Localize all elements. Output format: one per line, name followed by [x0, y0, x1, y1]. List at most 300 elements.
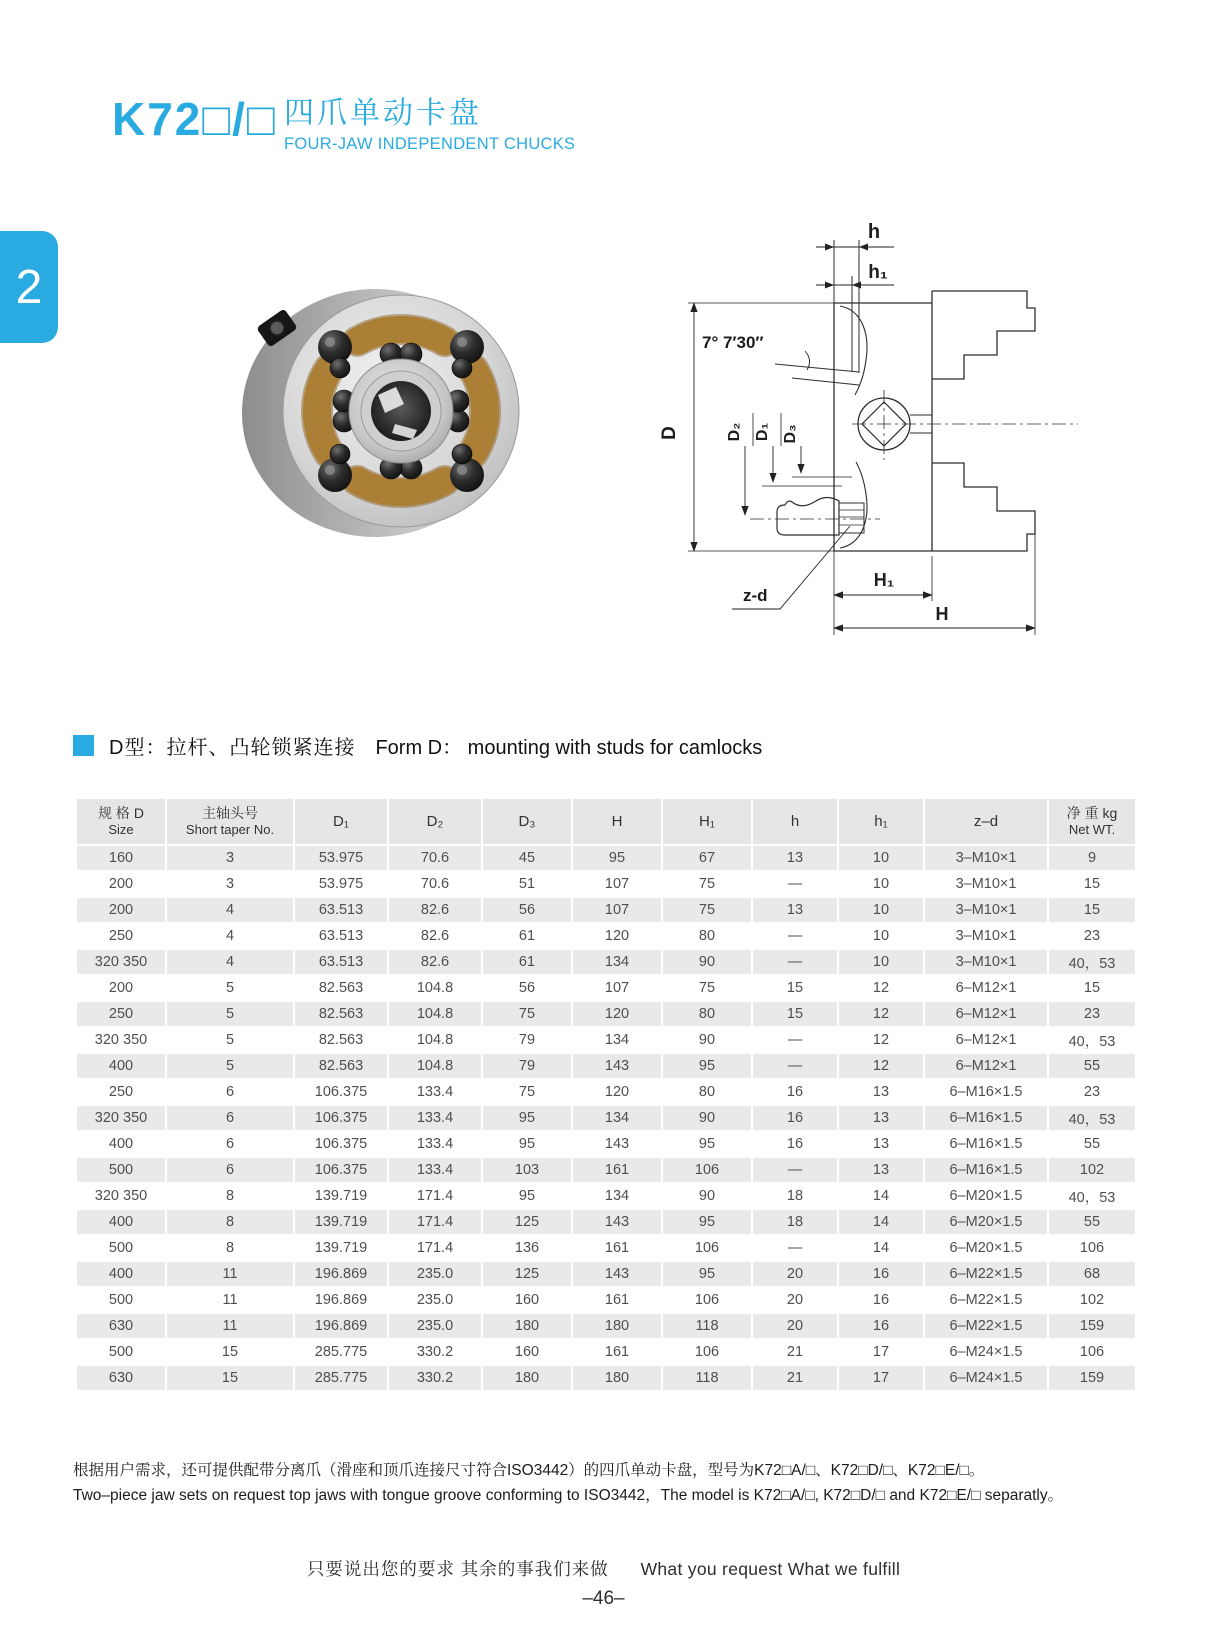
footer-slogan — [0, 1556, 1207, 1581]
table-cell: 320 350 — [76, 1183, 166, 1209]
table-cell: 3 — [166, 871, 294, 897]
table-cell: 400 — [76, 1261, 166, 1287]
table-cell: 250 — [76, 1079, 166, 1105]
table-row — [76, 1131, 1136, 1157]
table-cell: 125 — [482, 1209, 572, 1235]
table-cell: 16 — [752, 1079, 838, 1105]
table-cell: 40，53 — [1048, 1105, 1136, 1131]
table-cell: 63.513 — [294, 923, 388, 949]
table-cell: 75 — [482, 1079, 572, 1105]
table-cell: 15 — [752, 975, 838, 1001]
table-cell: 161 — [572, 1339, 662, 1365]
table-cell: 196.869 — [294, 1261, 388, 1287]
table-row — [76, 1339, 1136, 1365]
table-cell: 159 — [1048, 1313, 1136, 1339]
table-cell: 171.4 — [388, 1235, 482, 1261]
table-cell: 160 — [482, 1339, 572, 1365]
table-row — [76, 923, 1136, 949]
table-cell: 171.4 — [388, 1209, 482, 1235]
table-cell: 102 — [1048, 1157, 1136, 1183]
table-cell: 18 — [752, 1209, 838, 1235]
table-cell: 6–M12×1 — [924, 975, 1048, 1001]
table-cell: 95 — [662, 1131, 752, 1157]
table-cell: 18 — [752, 1183, 838, 1209]
table-cell: 143 — [572, 1261, 662, 1287]
table-cell: 250 — [76, 1001, 166, 1027]
table-cell: 171.4 — [388, 1183, 482, 1209]
table-cell: 90 — [662, 949, 752, 975]
section-bullet-icon — [73, 735, 94, 756]
table-cell: 82.563 — [294, 1027, 388, 1053]
table-cell: 8 — [166, 1235, 294, 1261]
table-cell: 106 — [662, 1287, 752, 1313]
column-header: D₃ — [482, 798, 572, 845]
table-cell: 16 — [838, 1261, 924, 1287]
table-cell: 196.869 — [294, 1313, 388, 1339]
table-cell: 68 — [1048, 1261, 1136, 1287]
table-cell: 400 — [76, 1131, 166, 1157]
table-cell: 104.8 — [388, 1001, 482, 1027]
table-cell: 6 — [166, 1131, 294, 1157]
table-cell: 180 — [482, 1313, 572, 1339]
table-row — [76, 1287, 1136, 1313]
table-row — [76, 1105, 1136, 1131]
table-cell: 106.375 — [294, 1157, 388, 1183]
table-cell: 196.869 — [294, 1287, 388, 1313]
chapter-tab — [0, 231, 58, 343]
table-cell: 11 — [166, 1313, 294, 1339]
section-title-en: Form D： mounting with studs for camlocks — [375, 737, 763, 759]
table-cell: 14 — [838, 1209, 924, 1235]
table-cell: 120 — [572, 1001, 662, 1027]
table-cell: 630 — [76, 1313, 166, 1339]
table-cell: 6 — [166, 1105, 294, 1131]
table-cell: 106.375 — [294, 1105, 388, 1131]
label-H: H — [935, 604, 949, 624]
table-row — [76, 871, 1136, 897]
table-cell: 6–M24×1.5 — [924, 1339, 1048, 1365]
footnote-zh: 根据用户需求，还可提供配带分离爪（滑座和顶爪连接尺寸符合ISO3442）的四爪单动卡盘，型号为K72□A/□、K72□D/□、K72□E/□。 — [73, 1462, 985, 1479]
table-cell: 6–M22×1.5 — [924, 1287, 1048, 1313]
table-cell: 160 — [76, 845, 166, 871]
page-title-en: FOUR-JAW INDEPENDENT CHUCKS — [284, 135, 576, 153]
footer-slogan-en: What you request What we fulfill — [640, 1559, 901, 1579]
table-row — [76, 1001, 1136, 1027]
table-cell: 330.2 — [388, 1339, 482, 1365]
table-cell: 143 — [572, 1209, 662, 1235]
label-angle: 7° 7′30″ — [702, 333, 764, 352]
table-row — [76, 975, 1136, 1001]
table-cell: 40，53 — [1048, 1027, 1136, 1053]
table-cell: 6 — [166, 1079, 294, 1105]
table-cell: 139.719 — [294, 1183, 388, 1209]
table-cell: 180 — [572, 1365, 662, 1391]
table-cell: 6–M20×1.5 — [924, 1235, 1048, 1261]
table-cell: 4 — [166, 923, 294, 949]
table-row — [76, 1235, 1136, 1261]
column-header: h — [752, 798, 838, 845]
table-cell: 11 — [166, 1261, 294, 1287]
table-row — [76, 1157, 1136, 1183]
table-cell: 20 — [752, 1287, 838, 1313]
label-D3: D₃ — [782, 424, 799, 444]
label-h: h — [867, 221, 881, 243]
table-cell: 14 — [838, 1235, 924, 1261]
table-cell: 15 — [166, 1365, 294, 1391]
table-cell: 75 — [662, 897, 752, 923]
table-row — [76, 1027, 1136, 1053]
table-cell: 6–M20×1.5 — [924, 1209, 1048, 1235]
table-row — [76, 845, 1136, 871]
chuck-section-outline — [775, 240, 1035, 551]
chuck-photo — [225, 266, 550, 551]
table-cell: 55 — [1048, 1131, 1136, 1157]
table-cell: 16 — [838, 1313, 924, 1339]
table-cell: 82.563 — [294, 1053, 388, 1079]
table-cell: 6–M22×1.5 — [924, 1261, 1048, 1287]
table-cell: 180 — [572, 1313, 662, 1339]
table-row — [76, 1079, 1136, 1105]
table-cell: 200 — [76, 871, 166, 897]
footnotes — [73, 1458, 1163, 1508]
table-cell: 40，53 — [1048, 1183, 1136, 1209]
table-cell: 82.563 — [294, 975, 388, 1001]
table-cell: 400 — [76, 1209, 166, 1235]
table-cell: 15 — [1048, 897, 1136, 923]
table-cell: 13 — [838, 1079, 924, 1105]
label-D: D — [659, 426, 680, 440]
table-cell: 11 — [166, 1287, 294, 1313]
table-cell: 63.513 — [294, 897, 388, 923]
table-cell: 5 — [166, 1001, 294, 1027]
table-cell: 159 — [1048, 1365, 1136, 1391]
table-cell: 10 — [838, 923, 924, 949]
table-cell: 70.6 — [388, 871, 482, 897]
table-cell: 107 — [572, 975, 662, 1001]
table-cell: 133.4 — [388, 1157, 482, 1183]
dimension-drawing-svg — [612, 188, 1090, 656]
section-title-zh: D型：拉杆、凸轮锁紧连接 — [109, 737, 356, 759]
table-cell: — — [752, 1053, 838, 1079]
table-cell: 13 — [838, 1131, 924, 1157]
table-cell: 6–M16×1.5 — [924, 1131, 1048, 1157]
table-cell: 95 — [662, 1053, 752, 1079]
table-cell: 56 — [482, 897, 572, 923]
label-D2: D₂ — [726, 422, 743, 442]
table-cell: 5 — [166, 975, 294, 1001]
table-cell: 134 — [572, 1027, 662, 1053]
table-cell: 12 — [838, 1001, 924, 1027]
table-cell: 10 — [838, 949, 924, 975]
column-header: H₁ — [662, 798, 752, 845]
table-cell: 95 — [482, 1183, 572, 1209]
table-cell: 107 — [572, 871, 662, 897]
table-cell: 82.6 — [388, 949, 482, 975]
table-cell: 75 — [482, 1001, 572, 1027]
dimension-arrows — [825, 244, 868, 289]
table-cell: 136 — [482, 1235, 572, 1261]
table-cell: 104.8 — [388, 975, 482, 1001]
column-header: D₁ — [294, 798, 388, 845]
table-cell: — — [752, 1235, 838, 1261]
table-cell: — — [752, 871, 838, 897]
table-cell: 90 — [662, 1183, 752, 1209]
model-code: K72□/□ — [112, 93, 277, 145]
table-cell: 161 — [572, 1287, 662, 1313]
spec-table — [75, 797, 1137, 1392]
table-row — [76, 1053, 1136, 1079]
table-cell: 6 — [166, 1157, 294, 1183]
column-header: 净 重 kg Net WT. — [1048, 798, 1136, 845]
table-cell: 250 — [76, 923, 166, 949]
table-cell: 95 — [482, 1105, 572, 1131]
table-cell: 75 — [662, 975, 752, 1001]
table-cell: 53.975 — [294, 871, 388, 897]
label-zd: z-d — [743, 586, 768, 605]
table-cell: 320 350 — [76, 1105, 166, 1131]
section-title — [73, 731, 762, 760]
table-cell: 90 — [662, 1027, 752, 1053]
table-cell: 6–M12×1 — [924, 1053, 1048, 1079]
table-cell: 143 — [572, 1131, 662, 1157]
table-cell: 15 — [752, 1001, 838, 1027]
table-cell: 45 — [482, 845, 572, 871]
table-cell: 106.375 — [294, 1079, 388, 1105]
table-cell: 320 350 — [76, 949, 166, 975]
table-cell: 3–M10×1 — [924, 923, 1048, 949]
table-cell: 134 — [572, 949, 662, 975]
centerlines — [750, 390, 1078, 519]
table-cell: 14 — [838, 1183, 924, 1209]
table-cell: 61 — [482, 949, 572, 975]
table-cell: 6–M16×1.5 — [924, 1079, 1048, 1105]
table-row — [76, 1365, 1136, 1391]
table-cell: 55 — [1048, 1053, 1136, 1079]
table-cell: 80 — [662, 1001, 752, 1027]
table-cell: 6–M16×1.5 — [924, 1157, 1048, 1183]
table-cell: 320 350 — [76, 1027, 166, 1053]
table-cell: 95 — [482, 1131, 572, 1157]
table-cell: 95 — [662, 1209, 752, 1235]
table-cell: 95 — [662, 1261, 752, 1287]
table-cell: 330.2 — [388, 1365, 482, 1391]
table-row — [76, 1209, 1136, 1235]
table-cell: 82.6 — [388, 923, 482, 949]
table-cell: 40，53 — [1048, 949, 1136, 975]
page-number: –46– — [582, 1588, 625, 1609]
table-cell: 5 — [166, 1027, 294, 1053]
table-cell: 95 — [572, 845, 662, 871]
column-header: h₁ — [838, 798, 924, 845]
column-header: D₂ — [388, 798, 482, 845]
table-cell: 75 — [662, 871, 752, 897]
table-cell: 235.0 — [388, 1261, 482, 1287]
table-cell: 3 — [166, 845, 294, 871]
column-header: 主轴头号 Short taper No. — [166, 798, 294, 845]
table-row — [76, 897, 1136, 923]
table-cell: 23 — [1048, 1001, 1136, 1027]
table-cell: 106 — [662, 1235, 752, 1261]
table-cell: 161 — [572, 1157, 662, 1183]
table-cell: 51 — [482, 871, 572, 897]
table-row — [76, 1261, 1136, 1287]
table-cell: 104.8 — [388, 1027, 482, 1053]
table-cell: 285.775 — [294, 1339, 388, 1365]
table-cell: 285.775 — [294, 1365, 388, 1391]
table-cell: — — [752, 1027, 838, 1053]
table-cell: 500 — [76, 1157, 166, 1183]
table-cell: 3–M10×1 — [924, 897, 1048, 923]
column-header: 规 格 D Size — [76, 798, 166, 845]
table-cell: 134 — [572, 1183, 662, 1209]
table-cell: 235.0 — [388, 1287, 482, 1313]
table-cell: 106.375 — [294, 1131, 388, 1157]
table-cell: 630 — [76, 1365, 166, 1391]
table-cell: 67 — [662, 845, 752, 871]
table-cell: 139.719 — [294, 1235, 388, 1261]
footnote-en: Two–piece jaw sets on request top jaws with tongue groove conforming to ISO3442，The model is K72□A/□, K72□D/□ and K72□E/□ separatly。 — [73, 1487, 1064, 1505]
table-cell: 17 — [838, 1339, 924, 1365]
table-cell: 15 — [166, 1339, 294, 1365]
table-cell: 16 — [752, 1131, 838, 1157]
table-cell: 13 — [752, 845, 838, 871]
table-cell: — — [752, 923, 838, 949]
table-cell: 20 — [752, 1261, 838, 1287]
table-cell: 12 — [838, 1027, 924, 1053]
table-cell: 13 — [838, 1157, 924, 1183]
table-cell: 80 — [662, 1079, 752, 1105]
table-cell: 104.8 — [388, 1053, 482, 1079]
table-cell: 5 — [166, 1053, 294, 1079]
chuck-hub — [349, 359, 453, 463]
table-cell: 55 — [1048, 1209, 1136, 1235]
table-cell: 20 — [752, 1313, 838, 1339]
table-cell: 143 — [572, 1053, 662, 1079]
table-cell: 134 — [572, 1105, 662, 1131]
table-cell: 500 — [76, 1287, 166, 1313]
table-cell: 80 — [662, 923, 752, 949]
table-cell: 400 — [76, 1053, 166, 1079]
table-cell: 23 — [1048, 1079, 1136, 1105]
table-cell: 16 — [838, 1287, 924, 1313]
table-cell: 6–M16×1.5 — [924, 1105, 1048, 1131]
table-cell: 56 — [482, 975, 572, 1001]
table-cell: 16 — [752, 1105, 838, 1131]
table-cell: 23 — [1048, 923, 1136, 949]
table-cell: 200 — [76, 975, 166, 1001]
table-cell: 10 — [838, 845, 924, 871]
table-cell: 12 — [838, 1053, 924, 1079]
table-cell: 120 — [572, 1079, 662, 1105]
table-cell: 180 — [482, 1365, 572, 1391]
table-cell: 4 — [166, 949, 294, 975]
table-cell: 103 — [482, 1157, 572, 1183]
table-cell: 61 — [482, 923, 572, 949]
column-header: H — [572, 798, 662, 845]
table-cell: 139.719 — [294, 1209, 388, 1235]
column-header: z–d — [924, 798, 1048, 845]
table-cell: 235.0 — [388, 1313, 482, 1339]
table-cell: 500 — [76, 1339, 166, 1365]
table-cell: 161 — [572, 1235, 662, 1261]
table-cell: 13 — [838, 1105, 924, 1131]
table-cell: 106 — [1048, 1339, 1136, 1365]
dimension-drawing — [612, 188, 1090, 656]
table-cell: 21 — [752, 1339, 838, 1365]
label-h1: h₁ — [868, 262, 888, 283]
table-cell: 13 — [752, 897, 838, 923]
table-cell: 118 — [662, 1313, 752, 1339]
camlock-stud — [777, 498, 864, 536]
table-cell: 70.6 — [388, 845, 482, 871]
footer-slogan-zh: 只要说出您的要求 其余的事我们来做 — [306, 1559, 609, 1579]
table-cell: 12 — [838, 975, 924, 1001]
table-row — [76, 1313, 1136, 1339]
table-cell: 79 — [482, 1053, 572, 1079]
table-cell: 53.975 — [294, 845, 388, 871]
table-cell: 107 — [572, 897, 662, 923]
table-cell: 10 — [838, 897, 924, 923]
table-cell: 125 — [482, 1261, 572, 1287]
table-cell: 10 — [838, 871, 924, 897]
label-D1: D₁ — [754, 422, 771, 442]
table-cell: 6–M24×1.5 — [924, 1365, 1048, 1391]
table-cell: 133.4 — [388, 1131, 482, 1157]
table-cell: 102 — [1048, 1287, 1136, 1313]
table-cell: 9 — [1048, 845, 1136, 871]
table-cell: 3–M10×1 — [924, 949, 1048, 975]
table-cell: 120 — [572, 923, 662, 949]
table-cell: 6–M12×1 — [924, 1027, 1048, 1053]
table-cell: 63.513 — [294, 949, 388, 975]
table-cell: 4 — [166, 897, 294, 923]
table-cell: 17 — [838, 1365, 924, 1391]
table-cell: — — [752, 1157, 838, 1183]
table-cell: 3–M10×1 — [924, 871, 1048, 897]
table-cell: 82.563 — [294, 1001, 388, 1027]
table-cell: 6–M22×1.5 — [924, 1313, 1048, 1339]
table-cell: 79 — [482, 1027, 572, 1053]
table-cell: 160 — [482, 1287, 572, 1313]
table-cell: — — [752, 949, 838, 975]
chapter-number: 2 — [15, 260, 43, 314]
table-cell: 106 — [662, 1339, 752, 1365]
table-cell: 8 — [166, 1209, 294, 1235]
chuck-photo-illustration — [225, 266, 550, 551]
page-title-zh: 四爪单动卡盘 — [284, 97, 482, 130]
table-body — [76, 845, 1136, 1391]
table-cell: 82.6 — [388, 897, 482, 923]
table-cell: 106 — [1048, 1235, 1136, 1261]
table-cell: 15 — [1048, 871, 1136, 897]
table-cell: 15 — [1048, 975, 1136, 1001]
table-cell: 3–M10×1 — [924, 845, 1048, 871]
table-cell: 500 — [76, 1235, 166, 1261]
table-cell: 133.4 — [388, 1105, 482, 1131]
label-H1: H₁ — [873, 570, 895, 590]
table-cell: 133.4 — [388, 1079, 482, 1105]
table-row — [76, 949, 1136, 975]
table-cell: 6–M20×1.5 — [924, 1183, 1048, 1209]
table-cell: 6–M12×1 — [924, 1001, 1048, 1027]
table-cell: 118 — [662, 1365, 752, 1391]
page-title — [284, 88, 575, 154]
table-header-row — [76, 798, 1136, 845]
table-cell: 21 — [752, 1365, 838, 1391]
table-cell: 200 — [76, 897, 166, 923]
table-cell: 90 — [662, 1105, 752, 1131]
table-cell: 106 — [662, 1157, 752, 1183]
